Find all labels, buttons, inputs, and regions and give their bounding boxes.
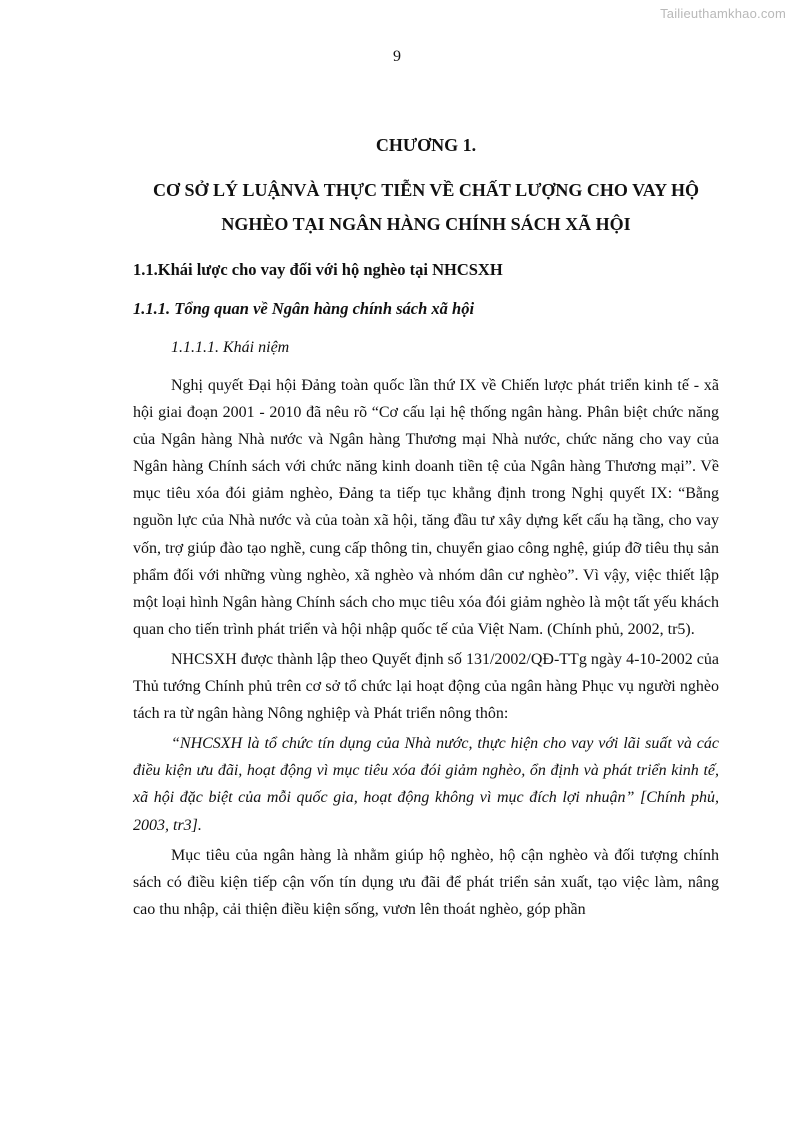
paragraph-establishment: NHCSXH được thành lập theo Quyết định số 131/2002/QĐ-TTg ngày 4-10-2002 của Thủ tướng Chính phủ trên cơ sở tổ chức lại hoạt động của ngân hàng Phục vụ người nghèo tách ra từ ngân hàng Nông nghiệp và Phát triển nông thôn:	[133, 650, 719, 723]
chapter-label: CHƯƠNG 1.	[375, 135, 477, 155]
section-heading-1-1: 1.1.Khái lược cho vay đối với hộ nghèo tại NHCSXH	[133, 260, 503, 279]
paragraph-objective: Mục tiêu của ngân hàng là nhằm giúp hộ nghèo, hộ cận nghèo và đối tượng chính sách có điều kiện tiếp cận vốn tín dụng ưu đãi để phát triển sản xuất, tạo việc làm, nâng cao thu nhập, cải thiện điều kiện sống, vươn lên thoát nghèo, góp phần	[133, 846, 719, 918]
paragraph-definition-quote: “NHCSXH là tổ chức tín dụng của Nhà nước, thực hiện cho vay với lãi suất và các điều kiện ưu đãi, hoạt động vì mục tiêu xóa đói giảm nghèo, ổn định và phát triển kinh tế, xã hội đặc biệt của mỗi quốc gia, hoạt động không vì mục đích lợi nhuận” [Chính phủ, 2003, tr3].	[133, 735, 719, 834]
chapter-title: CƠ SỞ LÝ LUẬNVÀ THỰC TIỄN VỀ CHẤT LƯỢNG CHO VAY HỘ NGHÈO TẠI NGÂN HÀNG CHÍNH SÁCH XÃ HỘI	[153, 180, 699, 234]
section-heading-1-1-1: 1.1.1. Tổng quan về Ngân hàng chính sách xã hội	[133, 299, 475, 318]
document-body	[133, 133, 719, 926]
paragraph-resolution: Nghị quyết Đại hội Đảng toàn quốc lần thứ IX về Chiến lược phát triển kinh tế - xã hội giai đoạn 2001 - 2010 đã nêu rõ “Cơ cấu lại hệ thống ngân hàng. Phân biệt chức năng của Ngân hàng Nhà nước và Ngân hàng Thương mại Nhà nước, chức năng cho vay của Ngân hàng Chính sách với chức năng kinh doanh tiền tệ của Ngân hàng Thương mại”. Về mục tiêu xóa đói giảm nghèo, Đảng ta tiếp tục khẳng định trong Nghị quyết IX: “Bằng nguồn lực của Nhà nước và của toàn xã hội, tăng đầu tư xây dựng kết cấu hạ tầng, cho vay vốn, trợ giúp đào tạo nghề, cung cấp thông tin, chuyển giao công nghệ, giúp đỡ tiêu thụ sản phẩm đối với những vùng nghèo, xã nghèo và nhóm dân cư nghèo”. Vì vậy, việc thiết lập một loại hình Ngân hàng Chính sách cho mục tiêu xóa đói giảm nghèo là một tất yếu khách quan cho tiến trình phát triển và hội nhập quốc tế của Việt Nam. (Chính phủ, 2002, tr5).	[133, 377, 719, 638]
watermark: Tailieuthamkhao.com	[660, 6, 786, 21]
page-number: 9	[393, 48, 401, 65]
section-heading-1-1-1-1: 1.1.1.1. Khái niệm	[171, 339, 290, 356]
